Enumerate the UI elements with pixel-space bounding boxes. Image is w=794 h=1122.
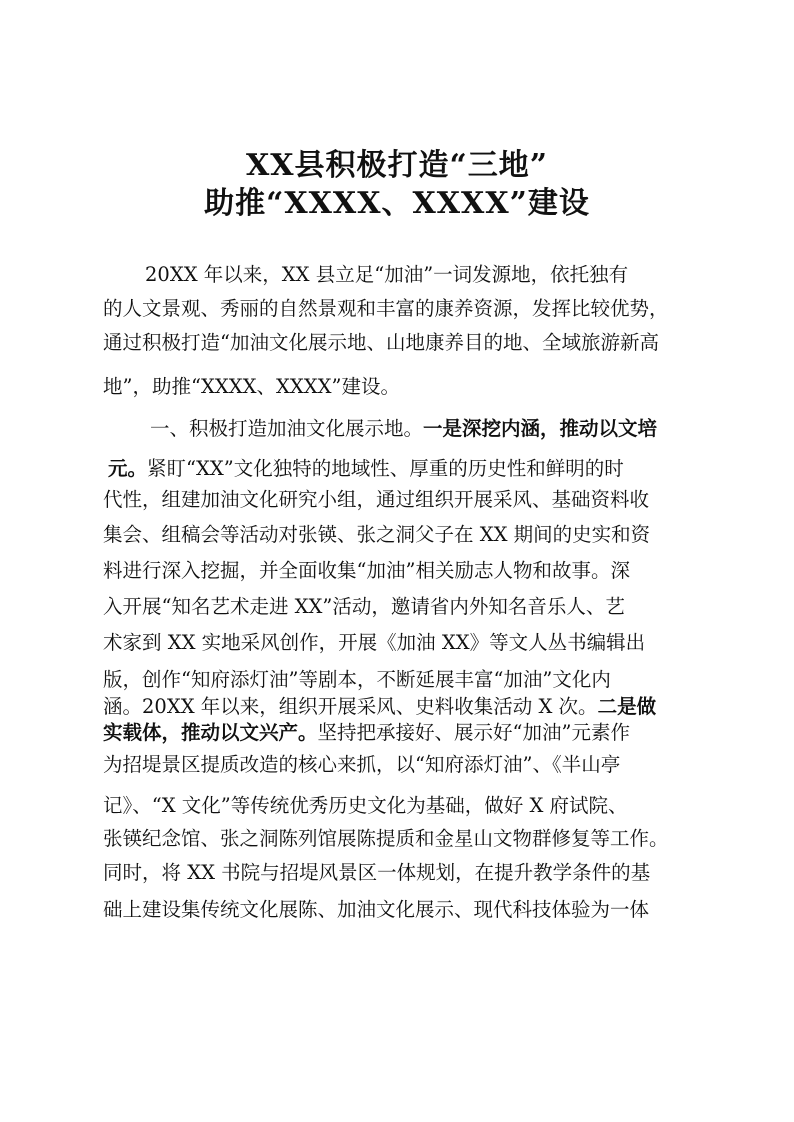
paragraph-2-line-7: 术家到 XX 实地采风创作，开展《加油 XX》等文人丛书编辑出 <box>103 631 646 654</box>
paragraph-2-line-4: 集会、组稿会等活动对张锳、张之洞父子在 XX 期间的史实和资 <box>103 523 651 546</box>
subheading-1-part-1: 一是深挖内涵，推动以文培 <box>423 417 658 440</box>
paragraph-2-line-10-text: 坚持把承接好、展示好“加油”元素作 <box>317 721 630 744</box>
paragraph-2-line-9 <box>103 694 656 720</box>
paragraph-2-line-2 <box>108 456 624 482</box>
paragraph-2-line-14: 同时，将 XX 书院与招堤风景区一体规划，在提升教学条件的基 <box>103 861 651 884</box>
paragraph-2-line-15: 础上建设集传统文化展陈、加油文化展示、现代科技体验为一体 <box>103 898 650 921</box>
document-title-line-2: 助推“XXXX、XXXX”建设 <box>204 186 590 221</box>
paragraph-1-line-1: 20XX 年以来，XX 县立足“加油”一词发源地，依托独有 <box>145 263 629 286</box>
paragraph-1-line-2: 的人文景观、秀丽的自然景观和丰富的康养资源，发挥比较优势， <box>103 297 669 320</box>
paragraph-1-line-3: 通过积极打造“加油文化展示地、山地康养目的地、全域旅游新高 <box>103 331 659 354</box>
paragraph-2-line-5: 料进行深入挖掘，并全面收集“加油”相关励志人物和故事。深 <box>103 559 630 582</box>
paragraph-1-line-4: 地”，助推“XXXX、XXXX”建设。 <box>103 375 400 398</box>
paragraph-2-line-1 <box>150 416 657 442</box>
subheading-2-part-1: 二是做 <box>597 695 657 718</box>
paragraph-2-line-12: 记》、“X 文化”等传统优秀历史文化为基础，做好 X 府试院、 <box>103 794 628 817</box>
paragraph-2-line-2-text: 紧盯“XX”文化独特的地域性、厚重的历史性和鲜明的时 <box>147 457 624 480</box>
subheading-2-part-2: 实载体，推动以文兴产。 <box>103 721 318 744</box>
section-heading: 一、积极打造加油文化展示地。 <box>150 417 424 440</box>
paragraph-2-line-13: 张锳纪念馆、张之洞陈列馆展陈提质和金星山文物群修复等工作。 <box>103 827 669 850</box>
paragraph-2-line-8: 版，创作“知府添灯油”等剧本，不断延展丰富“加油”文化内 <box>103 668 611 691</box>
paragraph-2-line-11: 为招堤景区提质改造的核心来抓，以“知府添灯油”、《半山亭 <box>103 753 621 776</box>
document-title-line-1: XX县积极打造“三地” <box>245 148 549 183</box>
paragraph-2-line-6: 入开展“知名艺术走进 XX”活动，邀请省内外知名音乐人、艺 <box>103 595 625 618</box>
paragraph-2-line-9-text: 涵。20XX 年以来，组织开展采风、史料收集活动 X 次。 <box>103 695 598 718</box>
paragraph-2-line-3: 代性，组建加油文化研究小组，通过组织开展采风、基础资料收 <box>103 488 650 511</box>
paragraph-2-line-10 <box>103 720 630 746</box>
subheading-1-part-2: 元。 <box>108 457 148 480</box>
